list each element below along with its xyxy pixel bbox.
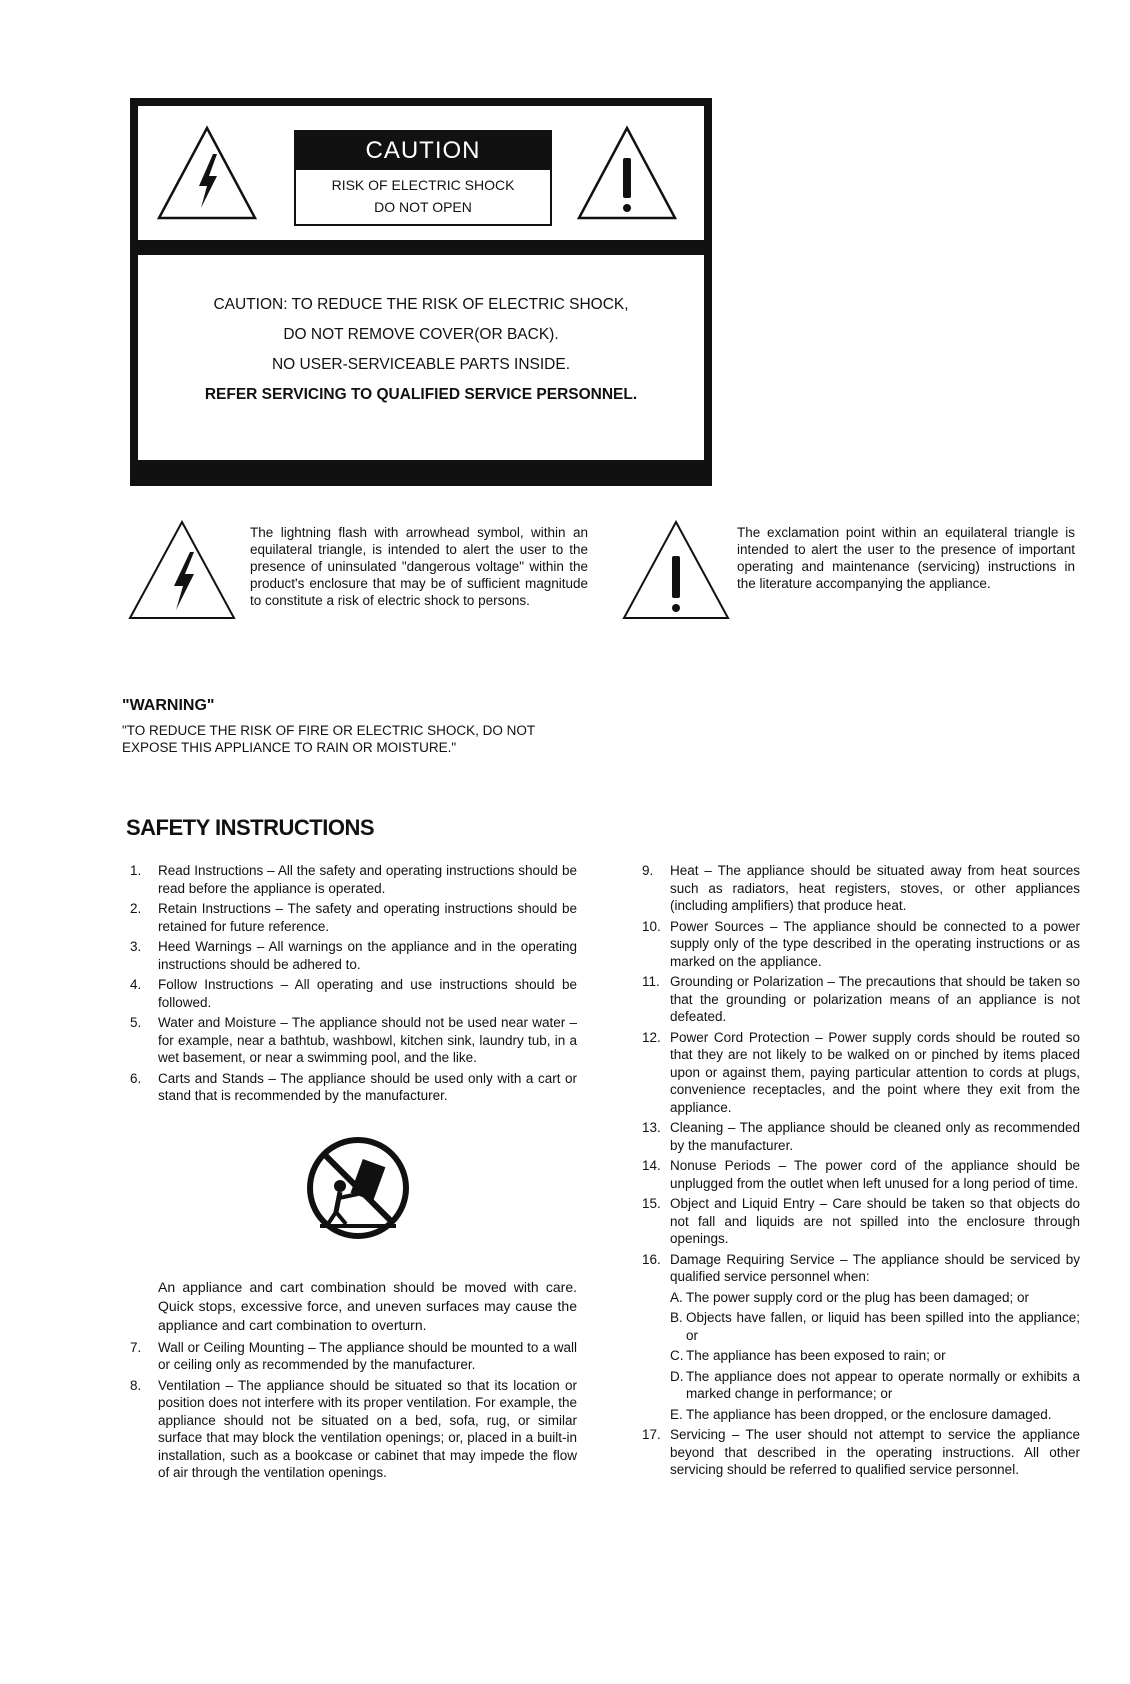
caution-line: CAUTION: TO REDUCE THE RISK OF ELECTRIC SHOCK, bbox=[213, 296, 629, 313]
list-item: 9. Heat – The appliance should be situated away from heat sources such as radiators, heat registers, stoves, or other appliances (including amplifiers) that produce heat. bbox=[642, 863, 1080, 913]
safety-right-column bbox=[642, 862, 1080, 1482]
cart-warning-figure bbox=[130, 1108, 577, 1278]
cart-tip-over-icon bbox=[306, 1136, 410, 1240]
list-item: 14. Nonuse Periods – The power cord of the appliance should be unplugged from the outlet when left unused for a long period of time. bbox=[642, 1158, 1080, 1191]
list-item: 16. Damage Requiring Service – The appliance should be serviced by qualified service personnel when: bbox=[642, 1251, 1080, 1284]
lightning-symbol-icon bbox=[126, 518, 238, 622]
warning-text: "TO REDUCE THE RISK OF FIRE OR ELECTRIC SHOCK, DO NOT EXPOSE THIS APPLIANCE TO RAIN OR MOISTURE." bbox=[122, 723, 535, 755]
exclamation-symbol-icon bbox=[620, 518, 732, 622]
caution-label-line1: RISK OF ELECTRIC SHOCK bbox=[331, 177, 515, 193]
list-item: 2. Retain Instructions – The safety and operating instructions should be retained for future reference. bbox=[130, 901, 577, 934]
lightning-symbol-description: The lightning flash with arrowhead symbol, within an equilateral triangle, is intended to alert the user to the presence of uninsulated "dangerous voltage" within the product's enclosure that may be of sufficient magnitude to constitute a risk of electric shock to persons. bbox=[250, 525, 588, 608]
caution-text bbox=[138, 290, 704, 410]
list-item: 6. Carts and Stands – The appliance should be used only with a cart or stand that is recommended by the manufacturer. bbox=[130, 1070, 577, 1103]
list-item: 3. Heed Warnings – All warnings on the appliance and in the operating instructions should be adhered to. bbox=[130, 939, 577, 972]
safety-left-column bbox=[130, 862, 577, 1485]
sub-list-item: B. Objects have fallen, or liquid has been spilled into the appliance; or bbox=[670, 1310, 1080, 1343]
caution-line: NO USER-SERVICEABLE PARTS INSIDE. bbox=[271, 356, 571, 373]
list-item: 1. Read Instructions – All the safety and operating instructions should be read before the appliance is operated. bbox=[130, 863, 577, 896]
list-item: 12. Power Cord Protection – Power supply cords should be routed so that they are not likely to be walked on or pinched by items placed upon or against them, paying particular attention to cords at plugs, convenience receptacles, and the point where they exit from the appliance. bbox=[642, 1029, 1080, 1115]
list-item: 4. Follow Instructions – All operating and use instructions should be followed. bbox=[130, 977, 577, 1010]
cart-caution-note: An appliance and cart combination should be moved with care. Quick stops, excessive force, and uneven surfaces may cause the appliance and cart combination to overturn. bbox=[158, 1278, 577, 1333]
sub-list-item: A. The power supply cord or the plug has been damaged; or bbox=[670, 1289, 1029, 1305]
caution-line: DO NOT REMOVE COVER(OR BACK). bbox=[283, 326, 559, 343]
sub-list-item: C. The appliance has been exposed to rain; or bbox=[670, 1348, 946, 1363]
caution-label-line2: DO NOT OPEN bbox=[374, 199, 472, 215]
list-item: 7. Wall or Ceiling Mounting – The appliance should be mounted to a wall or ceiling only as recommended by the manufacturer. bbox=[130, 1339, 577, 1372]
list-item: 8. Ventilation – The appliance should be situated so that its location or position does not interfere with its proper ventilation. For example, the appliance should not be situated on a bed, sofa, rug, or similar surface that may block the ventilation openings; or, placed in a built-in installation, such as a bookcase or cabinet that may impede the flow of air through the ventilation openings. bbox=[130, 1377, 577, 1480]
safety-instructions-title: SAFETY INSTRUCTIONS bbox=[126, 815, 375, 840]
sub-list-item: E. The appliance has been dropped, or the enclosure damaged. bbox=[670, 1406, 1052, 1422]
exclamation-symbol-description: The exclamation point within an equilateral triangle is intended to alert the user to the presence of important operating and maintenance (servicing) instructions in the literature accompanying the appliance. bbox=[737, 525, 1075, 591]
lightning-warning-icon bbox=[155, 124, 259, 222]
sub-list-item: D. The appliance does not appear to operate normally or exhibits a marked change in performance; or bbox=[670, 1368, 1080, 1401]
list-item: 5. Water and Moisture – The appliance should not be used near water – for example, near a bathtub, washbowl, kitchen sink, laundry tub, in a wet basement, or near a swimming pool, and the like. bbox=[130, 1015, 577, 1065]
warning-title: "WARNING" bbox=[122, 697, 215, 714]
caution-line: REFER SERVICING TO QUALIFIED SERVICE PERSONNEL. bbox=[204, 386, 638, 403]
list-item: 13. Cleaning – The appliance should be cleaned only as recommended by the manufacturer. bbox=[642, 1120, 1080, 1153]
list-item: 10. Power Sources – The appliance should be connected to a power supply only of the type described in the operating instructions or as marked on the appliance. bbox=[642, 918, 1080, 969]
list-item: 17. Servicing – The user should not attempt to service the appliance beyond that described in the operating instructions. All other servicing should be referred to qualified service personnel. bbox=[642, 1427, 1080, 1477]
list-item: 11. Grounding or Polarization – The precautions that should be taken so that the grounding or polarization means of an appliance is not defeated. bbox=[642, 974, 1080, 1024]
caution-label bbox=[294, 130, 552, 226]
exclamation-warning-icon bbox=[575, 124, 679, 222]
caution-heading: CAUTION bbox=[296, 132, 550, 170]
list-item: 15. Object and Liquid Entry – Care should be taken so that objects do not fall and liquids are not spilled into the enclosure through openings. bbox=[642, 1196, 1080, 1246]
